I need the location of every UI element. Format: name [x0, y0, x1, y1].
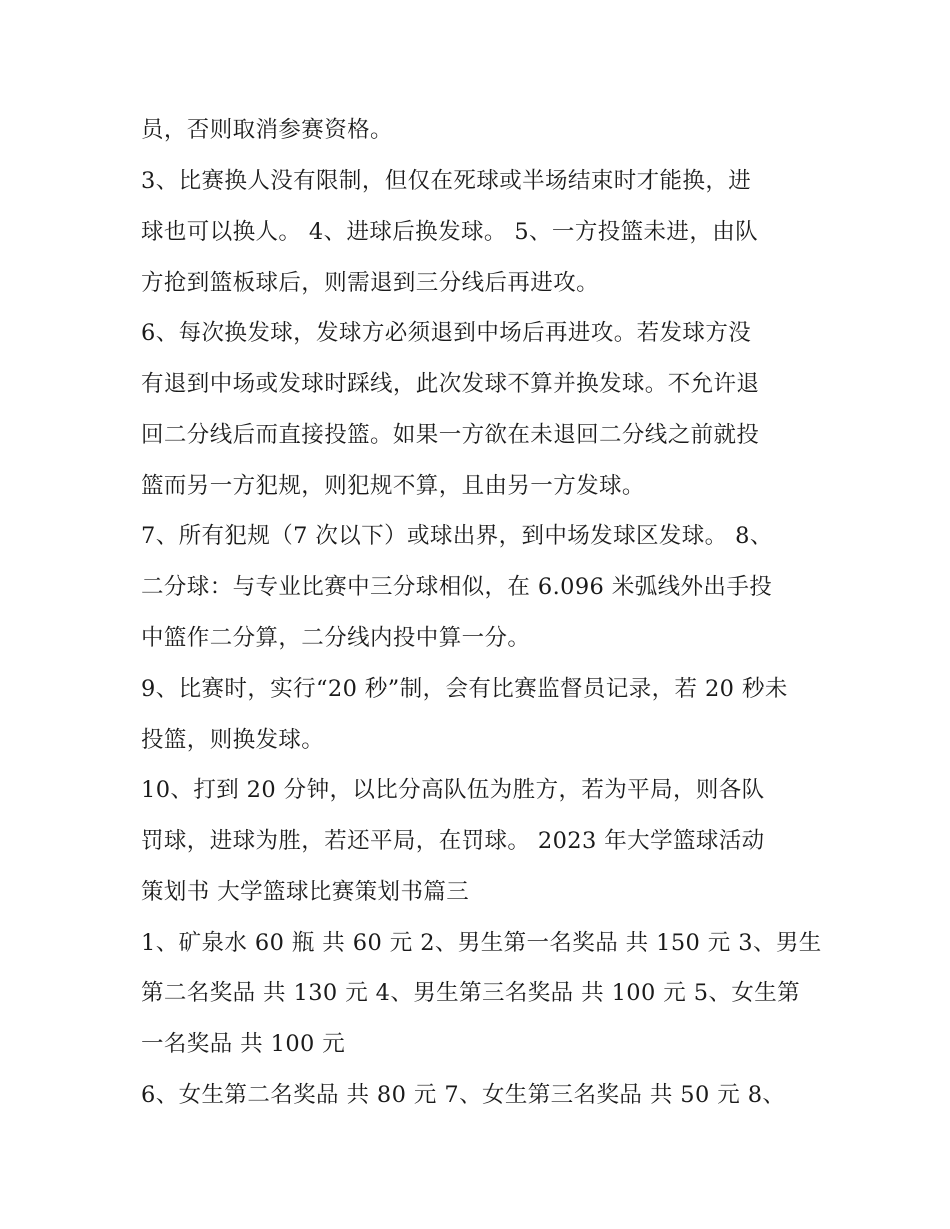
text-line: 7、所有犯规（7 次以下）或球出界，到中场发球区发球。 8、: [141, 523, 773, 549]
text-line: 一名奖品 共 100 元: [141, 1031, 346, 1057]
text-line: 3、比赛换人没有限制，但仅在死球或半场结束时才能换，进: [141, 168, 752, 194]
text-line: 投篮，则换发球。: [141, 727, 325, 753]
text-line: 方抢到篮板球后，则需退到三分线后再进攻。: [141, 270, 600, 296]
text-line: 6、每次换发球，发球方必须退到中场后再进攻。若发球方没: [141, 320, 752, 346]
text-line: 球也可以换人。 4、进球后换发球。 5、一方投篮未进，由队: [141, 219, 759, 245]
text-line: 第二名奖品 共 130 元 4、男生第三名奖品 共 100 元 5、女生第: [141, 980, 801, 1006]
text-line: 6、女生第二名奖品 共 80 元 7、女生第三名奖品 共 50 元 8、: [141, 1082, 786, 1108]
text-line: 有退到中场或发球时踩线，此次发球不算并换发球。不允许退: [141, 371, 760, 397]
text-line: 1、矿泉水 60 瓶 共 60 元 2、男生第一名奖品 共 150 元 3、男生: [141, 930, 822, 956]
text-line: 10、打到 20 分钟，以比分高队伍为胜方，若为平局，则各队: [141, 777, 765, 803]
text-line: 员，否则取消参赛资格。: [141, 117, 393, 143]
text-line: 二分球：与专业比赛中三分球相似，在 6.096 米弧线外出手投: [141, 574, 773, 600]
text-line: 篮而另一方犯规，则犯规不算，且由另一方发球。: [141, 473, 645, 499]
text-line: 回二分线后而直接投篮。如果一方欲在未退回二分线之前就投: [141, 422, 760, 448]
text-line: 中篮作二分算，二分线内投中算一分。: [141, 625, 531, 651]
text-line: 9、比赛时，实行“20 秒”制，会有比赛监督员记录，若 20 秒未: [141, 676, 788, 702]
text-line: 罚球，进球为胜，若还平局，在罚球。 2023 年大学篮球活动: [141, 828, 765, 854]
text-line: 策划书 大学篮球比赛策划书篇三: [141, 879, 470, 905]
